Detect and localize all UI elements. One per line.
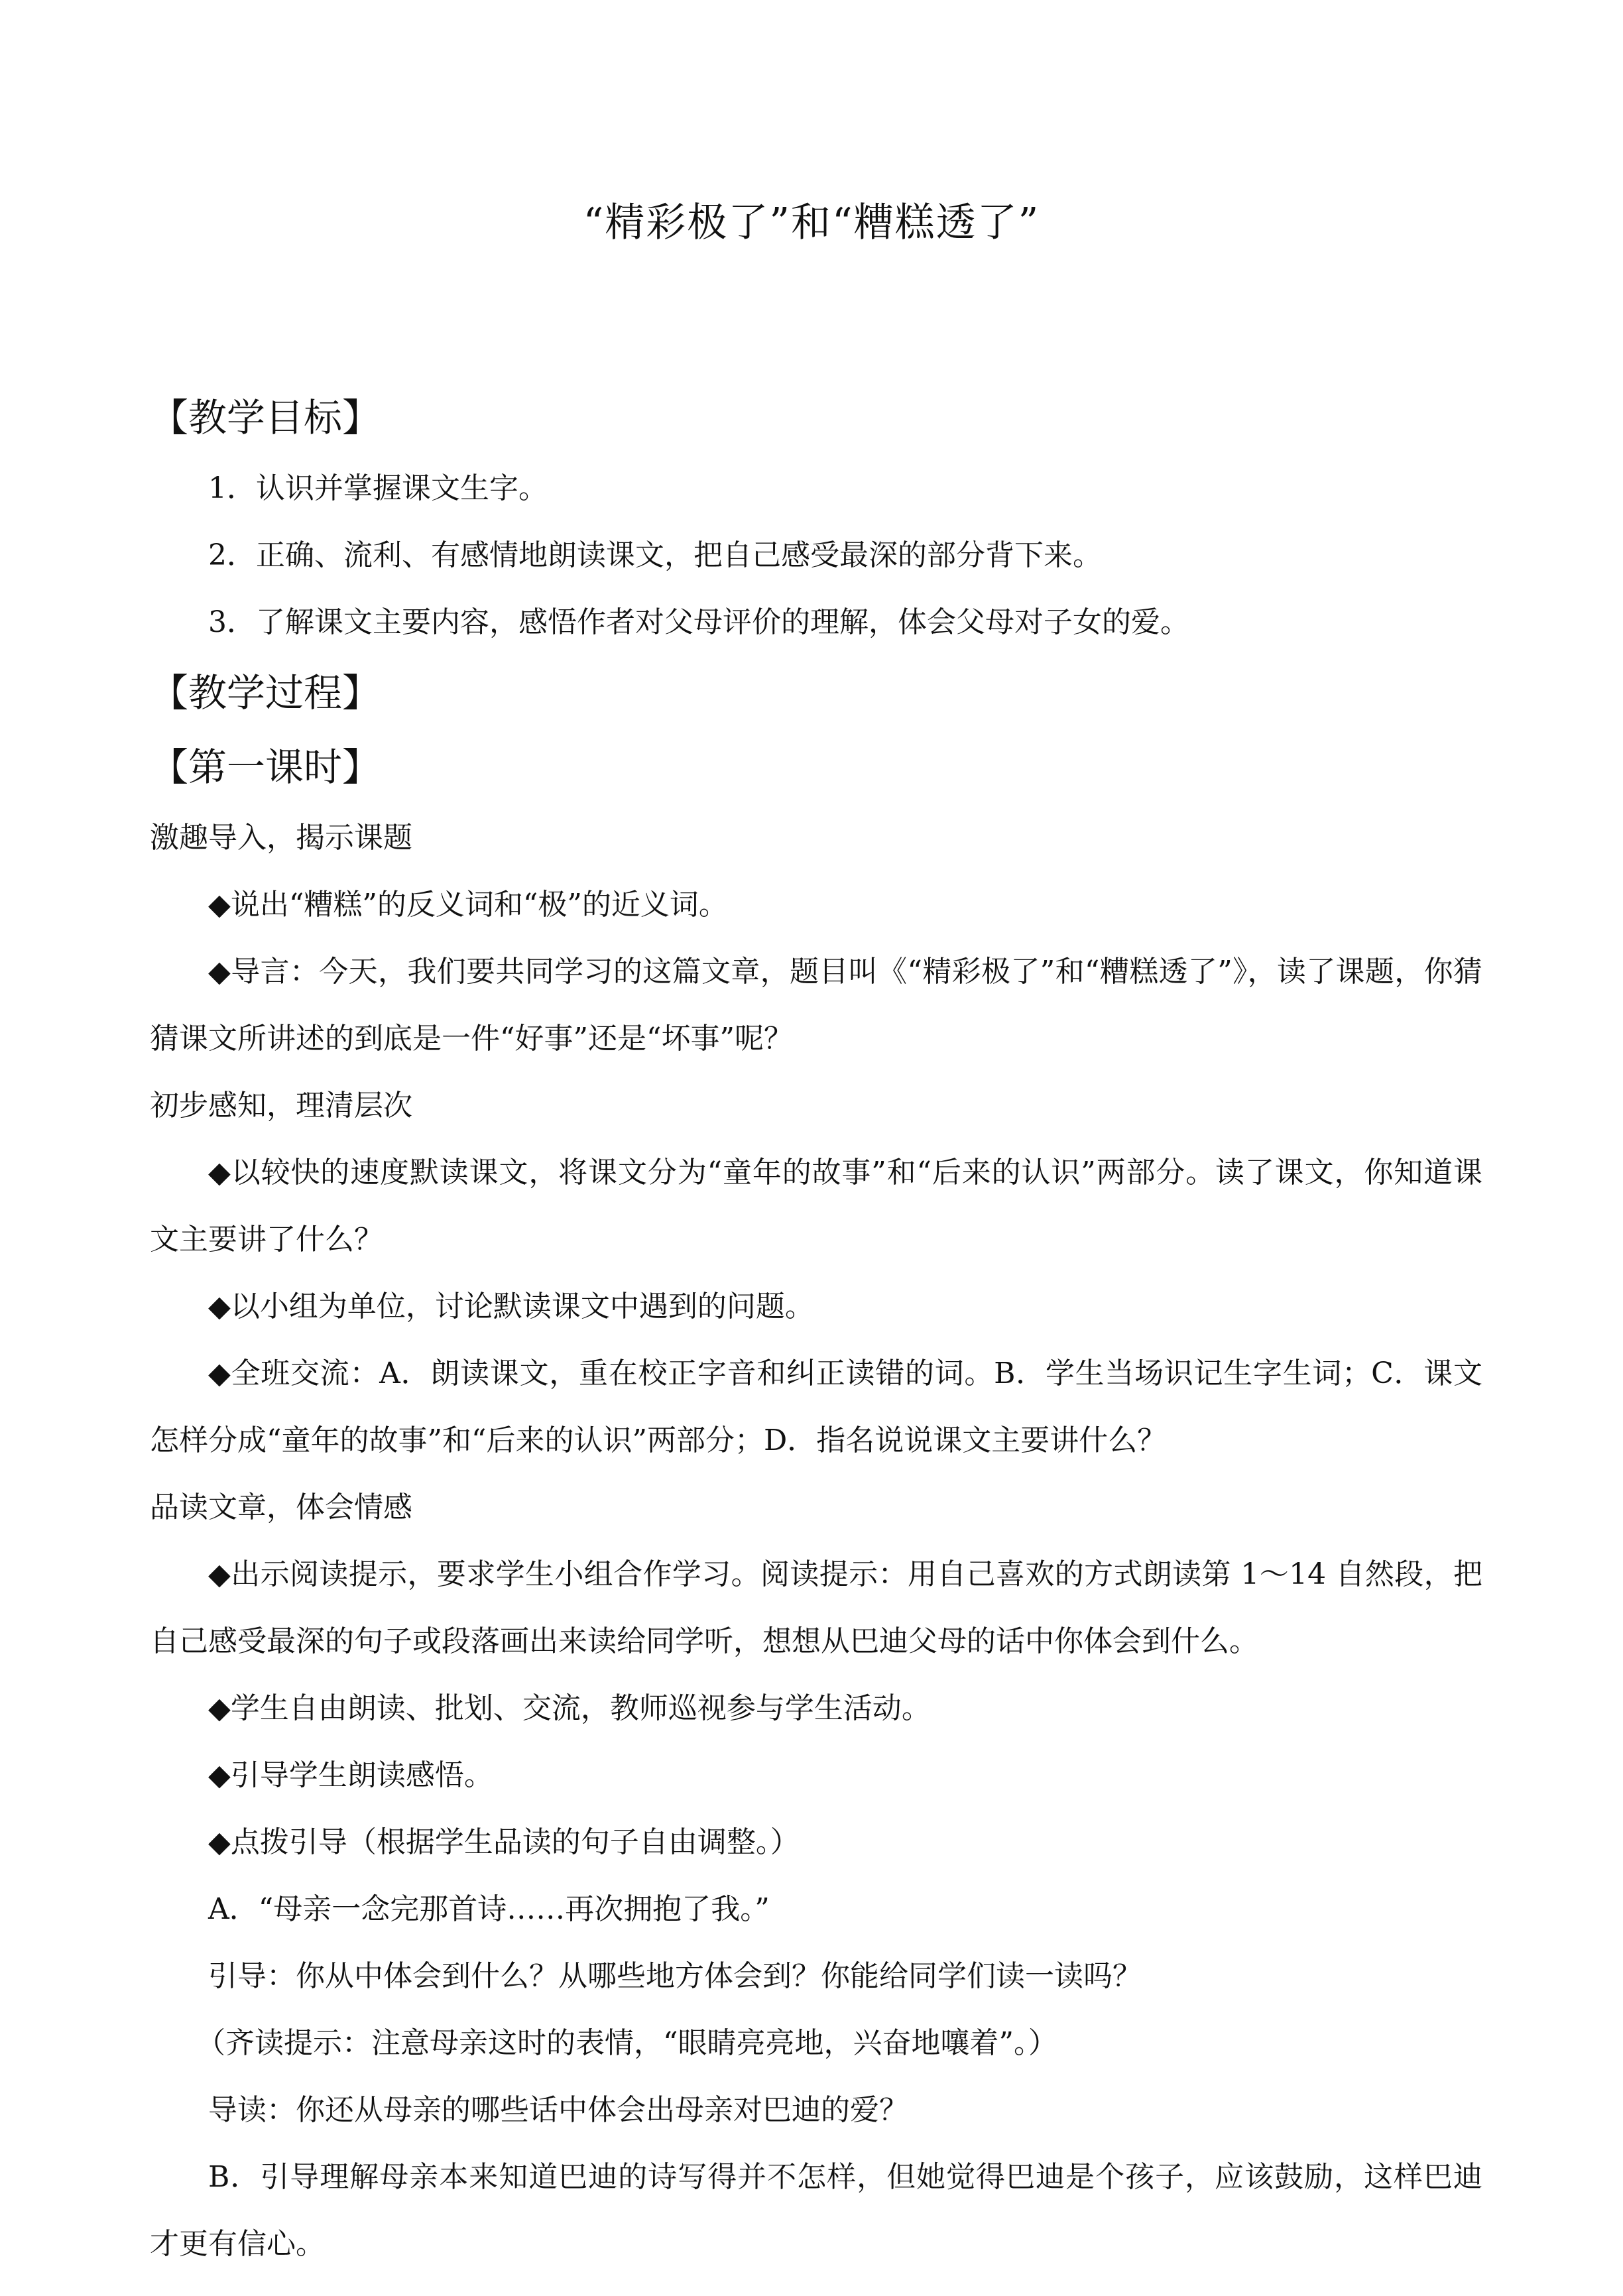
- step-item: ◆点拨引导（根据学生品读的句子自由调整。）: [208, 1825, 800, 1859]
- step-item: ◆以较快的速度默读课文，将课文分为“童年的故事”和“后来的认识”两部分。读了课文，你知道课文主要讲了什么？: [150, 1156, 1482, 1256]
- step-item: ◆引导学生朗读感悟。: [208, 1758, 493, 1792]
- step-item: 导读：你还从母亲的哪些话中体会出母亲对巴迪的爱？: [208, 2093, 908, 2127]
- document-body: [150, 381, 1482, 2277]
- step-title-perception: 初步感知，理清层次: [150, 1089, 412, 1122]
- step-item: ◆导言：今天，我们要共同学习的这篇文章，题目叫《“精彩极了”和“糟糕透了”》，读了课题，你猜猜课文所讲述的到底是一件“好事”还是“坏事”呢？: [150, 955, 1482, 1056]
- objective-item-1: 1．认识并掌握课文生字。: [208, 471, 548, 505]
- objective-item-2: 2．正确、流利、有感情地朗读课文，把自己感受最深的部分背下来。: [208, 538, 1102, 572]
- step-item: ◆全班交流：A．朗读课文，重在校正字音和纠正读错的词。B．学生当场识记生字生词；C．课文怎样分成“童年的故事”和“后来的认识”两部分；D．指名说说课文主要讲什么？: [150, 1357, 1482, 1457]
- step-title-reading: 品读文章，体会情感: [150, 1490, 412, 1524]
- step-item: ◆以小组为单位，讨论默读课文中遇到的问题。: [208, 1290, 814, 1323]
- step-item: B．引导理解母亲本来知道巴迪的诗写得并不怎样，但她觉得巴迪是个孩子，应该鼓励，这样巴迪才更有信心。: [150, 2160, 1482, 2261]
- step-item: ◆出示阅读提示，要求学生小组合作学习。阅读提示：用自己喜欢的方式朗读第 1～14 自然段，把自己感受最深的句子或段落画出来读给同学听，想想从巴迪父母的话中你体会到什么。: [150, 1557, 1482, 1658]
- objective-item-3: 3．了解课文主要内容，感悟作者对父母评价的理解，体会父母对子女的爱。: [208, 605, 1189, 639]
- section-heading-lesson-one: 【第一课时】: [150, 745, 381, 790]
- step-item: A．“母亲一念完那首诗……再次拥抱了我。”: [208, 1892, 770, 1926]
- step-item: 引导：你从中体会到什么？从哪些地方体会到？你能给同学们读一读吗？: [208, 1959, 1142, 1993]
- section-heading-process: 【教学过程】: [150, 670, 381, 715]
- step-item: ◆学生自由朗读、批划、交流，教师巡视参与学生活动。: [208, 1691, 931, 1725]
- step-item: （齐读提示：注意母亲这时的表情，“眼睛亮亮地，兴奋地嚷着”。）: [196, 2026, 1057, 2060]
- section-heading-objectives: 【教学目标】: [150, 395, 381, 440]
- document-title: “精彩极了”和“糟糕透了”: [583, 200, 1040, 246]
- step-item: ◆说出“糟糕”的反义词和“极”的近义词。: [208, 888, 728, 922]
- step-title-intro: 激趣导入，揭示课题: [150, 821, 412, 855]
